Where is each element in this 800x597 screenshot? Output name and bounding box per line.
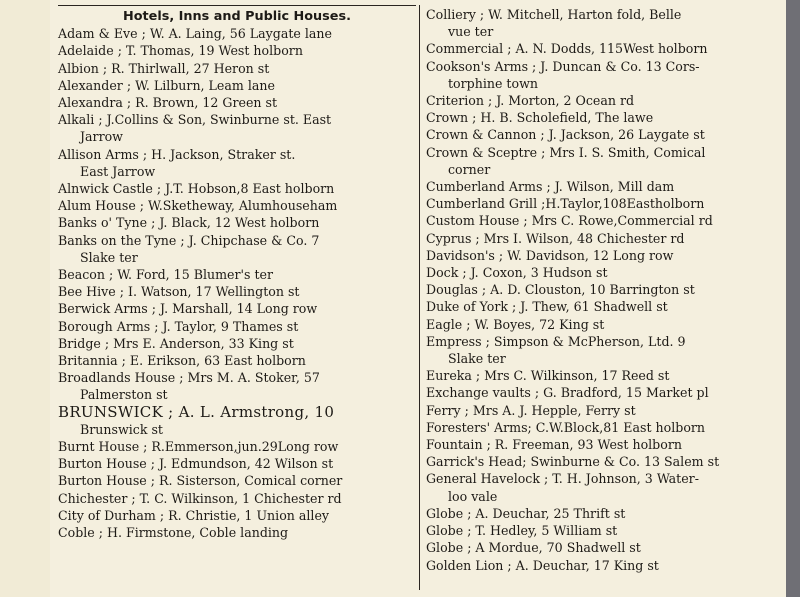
directory-entry-continuation: Palmerston st <box>80 387 168 403</box>
directory-entry: Cumberland Arms ; J. Wilson, Mill dam <box>426 179 675 195</box>
directory-entry-continuation: torphine town <box>448 75 538 91</box>
directory-entry-continuation: vue ter <box>448 24 494 40</box>
directory-entry: Dock ; J. Coxon, 3 Hudson st <box>426 265 608 281</box>
directory-entry-continuation: Jarrow <box>80 129 123 145</box>
heading-rule <box>58 5 416 6</box>
right-column <box>426 6 782 574</box>
directory-entry: Garrick's Head; Swinburne & Co. 13 Salem st <box>426 454 720 470</box>
directory-entry: Burnt House ; R.Emmerson,jun.29Long row <box>58 439 339 455</box>
directory-entry-continuation: loo vale <box>448 488 498 504</box>
left-column <box>58 8 416 541</box>
directory-entry-continuation: corner <box>448 161 491 177</box>
directory-entry: Crown ; H. B. Scholefield, The lawe <box>426 110 654 126</box>
directory-entry: Chichester ; T. C. Wilkinson, 1 Chichester rd <box>58 490 342 506</box>
directory-entry: Globe ; A Mordue, 70 Shadwell st <box>426 540 641 556</box>
directory-entry: Cookson's Arms ; J. Duncan & Co. 13 Cors- <box>426 58 700 74</box>
directory-entry: Duke of York ; J. Thew, 61 Shadwell st <box>426 299 668 315</box>
directory-entry: Golden Lion ; A. Deuchar, 17 King st <box>426 557 659 573</box>
directory-entry: Alum House ; W.Sketheway, Alumhouseham <box>58 198 338 214</box>
directory-entry: Alnwick Castle ; J.T. Hobson,8 East holborn <box>58 181 335 197</box>
directory-entry: Foresters' Arms; C.W.Block,81 East holborn <box>426 419 706 435</box>
directory-entry: General Havelock ; T. H. Johnson, 3 Water- <box>426 471 699 487</box>
column-divider <box>419 5 420 590</box>
directory-entry-continuation: East Jarrow <box>80 163 156 179</box>
directory-entry: Ferry ; Mrs A. J. Hepple, Ferry st <box>426 402 636 418</box>
directory-entry: Bridge ; Mrs E. Anderson, 33 King st <box>58 335 294 351</box>
directory-entry: Broadlands House ; Mrs M. A. Stoker, 57 <box>58 370 320 386</box>
directory-entry: Alexandra ; R. Brown, 12 Green st <box>58 95 278 111</box>
directory-entry: Custom House ; Mrs C. Rowe,Commercial rd <box>426 213 713 229</box>
directory-entry: Banks o' Tyne ; J. Black, 12 West holborn <box>58 215 320 231</box>
directory-entry: Banks on the Tyne ; J. Chipchase & Co. 7 <box>58 232 320 248</box>
directory-entry: Eagle ; W. Boyes, 72 King st <box>426 316 605 332</box>
directory-entry-continuation: Slake ter <box>448 351 506 367</box>
directory-entry: Coble ; H. Firmstone, Coble landing <box>58 525 289 541</box>
directory-entry: Fountain ; R. Freeman, 93 West holborn <box>426 437 682 453</box>
directory-entry: Douglas ; A. D. Clouston, 10 Barrington st <box>426 282 695 298</box>
directory-entry: Albion ; R. Thirlwall, 27 Heron st <box>58 60 270 76</box>
directory-entry-continuation: Slake ter <box>80 249 138 265</box>
directory-entry: Alexander ; W. Lilburn, Leam lane <box>58 77 275 93</box>
directory-entry: Criterion ; J. Morton, 2 Ocean rd <box>426 93 635 109</box>
directory-entry: Davidson's ; W. Davidson, 12 Long row <box>426 247 674 263</box>
directory-entry-continuation: Brunswick st <box>80 421 163 437</box>
page-margin-left <box>0 0 50 597</box>
directory-entry: Britannia ; E. Erikson, 63 East holborn <box>58 353 306 369</box>
directory-entry: Adam & Eve ; W. A. Laing, 56 Laygate lane <box>58 26 332 42</box>
directory-entry: Cumberland Grill ;H.Taylor,108Eastholborn <box>426 196 705 212</box>
directory-entry: Globe ; A. Deuchar, 25 Thrift st <box>426 505 626 521</box>
directory-entry: Eureka ; Mrs C. Wilkinson, 17 Reed st <box>426 368 670 384</box>
directory-entry: Allison Arms ; H. Jackson, Straker st. <box>58 146 296 162</box>
directory-entry: Adelaide ; T. Thomas, 19 West holborn <box>58 43 303 59</box>
directory-entry: Empress ; Simpson & McPherson, Ltd. 9 <box>426 333 686 349</box>
directory-entry: City of Durham ; R. Christie, 1 Union alley <box>58 507 330 523</box>
directory-entry: Crown & Cannon ; J. Jackson, 26 Laygate st <box>426 127 705 143</box>
directory-entry: Burton House ; R. Sisterson, Comical corner <box>58 473 343 489</box>
directory-entry: Crown & Sceptre ; Mrs I. S. Smith, Comical <box>426 144 706 160</box>
directory-entry: Berwick Arms ; J. Marshall, 14 Long row <box>58 301 318 317</box>
directory-entry: Burton House ; J. Edmundson, 42 Wilson st <box>58 456 334 472</box>
directory-entry: Commercial ; A. N. Dodds, 115West holborn <box>426 41 708 57</box>
directory-entry: Borough Arms ; J. Taylor, 9 Thames st <box>58 318 299 334</box>
directory-entry: Alkali ; J.Collins & Son, Swinburne st. East <box>58 112 332 128</box>
directory-entry: Bee Hive ; I. Watson, 17 Wellington st <box>58 284 300 300</box>
directory-entry: Cyprus ; Mrs I. Wilson, 48 Chichester rd <box>426 230 685 246</box>
directory-entry: BRUNSWICK ; A. L. Armstrong, 10 <box>58 402 335 421</box>
viewer-border-right <box>786 0 800 597</box>
directory-entry: Beacon ; W. Ford, 15 Blumer's ter <box>58 267 273 283</box>
directory-entry: Colliery ; W. Mitchell, Harton fold, Belle <box>426 7 682 22</box>
directory-entry: Exchange vaults ; G. Bradford, 15 Market pl <box>426 385 709 401</box>
section-heading: Hotels, Inns and Public Houses. <box>123 9 351 24</box>
directory-entry: Globe ; T. Hedley, 5 William st <box>426 523 618 539</box>
